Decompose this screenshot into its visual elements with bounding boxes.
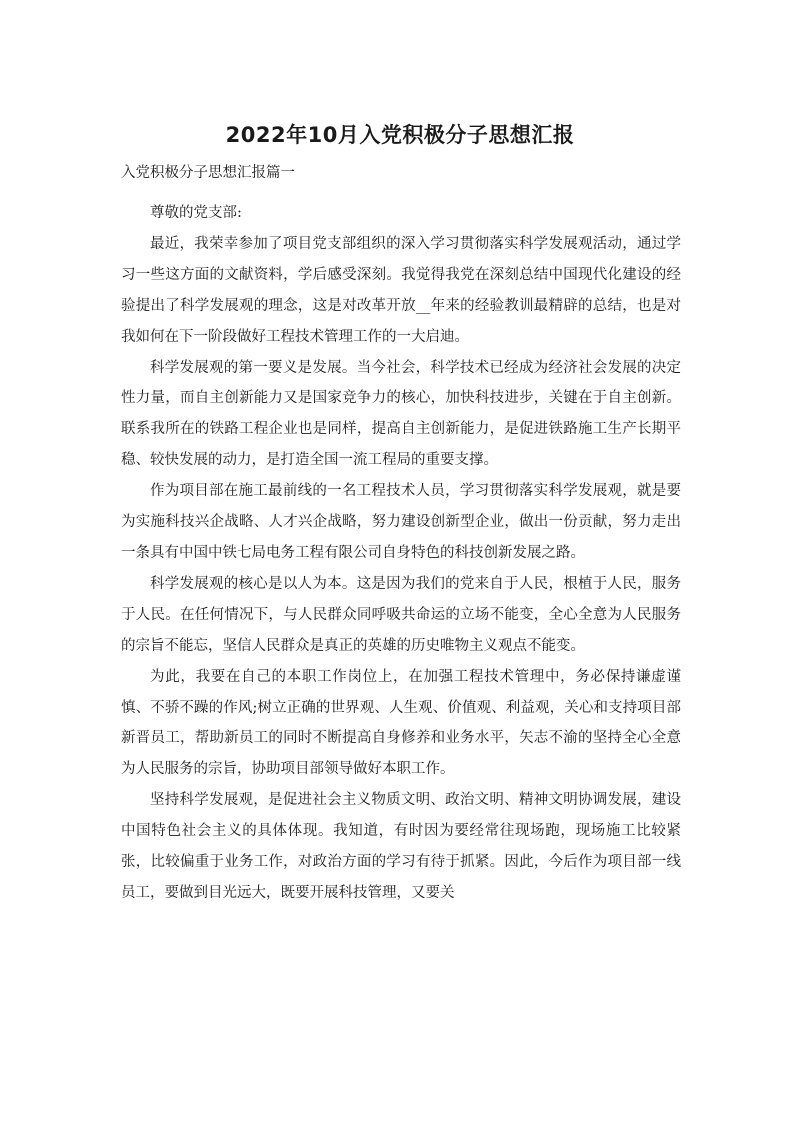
document-body	[121, 198, 681, 909]
salutation: 尊敬的党支部:	[150, 205, 242, 221]
paragraph: 科学发展观的核心是以人为本。这是因为我们的党来自于人民，根植于人民，服务于人民。在任何情况下，与人民群众同呼吸共命运的立场不能变，全心全意为人民服务的宗旨不能忘，坚信人民群众是真正的英雄的历史唯物主义观点不能变。	[121, 575, 681, 654]
document-title: 2022年10月入党积极分子思想汇报	[225, 123, 575, 147]
paragraph: 作为项目部在施工最前线的一名工程技术人员，学习贯彻落实科学发展观，就是要为实施科技兴企战略、人才兴企战略，努力建设创新型企业，做出一份贡献，努力走出一条具有中国中铁七局电务工程有限公司自身特色的科技创新发展之路。	[121, 483, 681, 561]
paragraph: 坚持科学发展观，是促进社会主义物质文明、政治文明、精神文明协调发展，建设中国特色社会主义的具体体现。我知道，有时因为要经常往现场跑，现场施工比较紧张，比较偏重于业务工作，对政治方面的学习有待于抓紧。因此，今后作为项目部一线员工，要做到目光远大，既要开展科技管理，又要关	[121, 792, 681, 901]
paragraph: 为此，我要在自己的本职工作岗位上，在加强工程技术管理中，务必保持谦虚谨慎、不骄不躁的作风;树立正确的世界观、人生观、价值观、利益观，关心和支持项目部新晋员工，帮助新员工的同时不断提高自身修养和业务水平，矢志不渝的坚持全心全意为人民服务的宗旨，协助项目部领导做好本职工作。	[121, 668, 681, 778]
document-subtitle: 入党积极分子思想汇报篇一	[121, 165, 295, 181]
paragraph: 最近，我荣幸参加了项目党支部组织的深入学习贯彻落实科学发展观活动，通过学习一些这方面的文献资料，学后感受深刻。我觉得我党在深刻总结中国现代化建设的经验提出了科学发展观的理念，这是对改革开放__年来的经验教训最精辟的总结，也是对我如何在下一阶段做好工程技术管理工作的一大启迪。	[121, 235, 681, 345]
paragraph: 科学发展观的第一要义是发展。当今社会，科学技术已经成为经济社会发展的决定性力量，而自主创新能力又是国家竞争力的核心，加快科技进步，关键在于自主创新。联系我所在的铁路工程企业也是同样，提高自主创新能力，是促进铁路施工生产长期平稳、较快发展的动力，是打造全国一流工程局的重要支撑。	[121, 359, 681, 469]
